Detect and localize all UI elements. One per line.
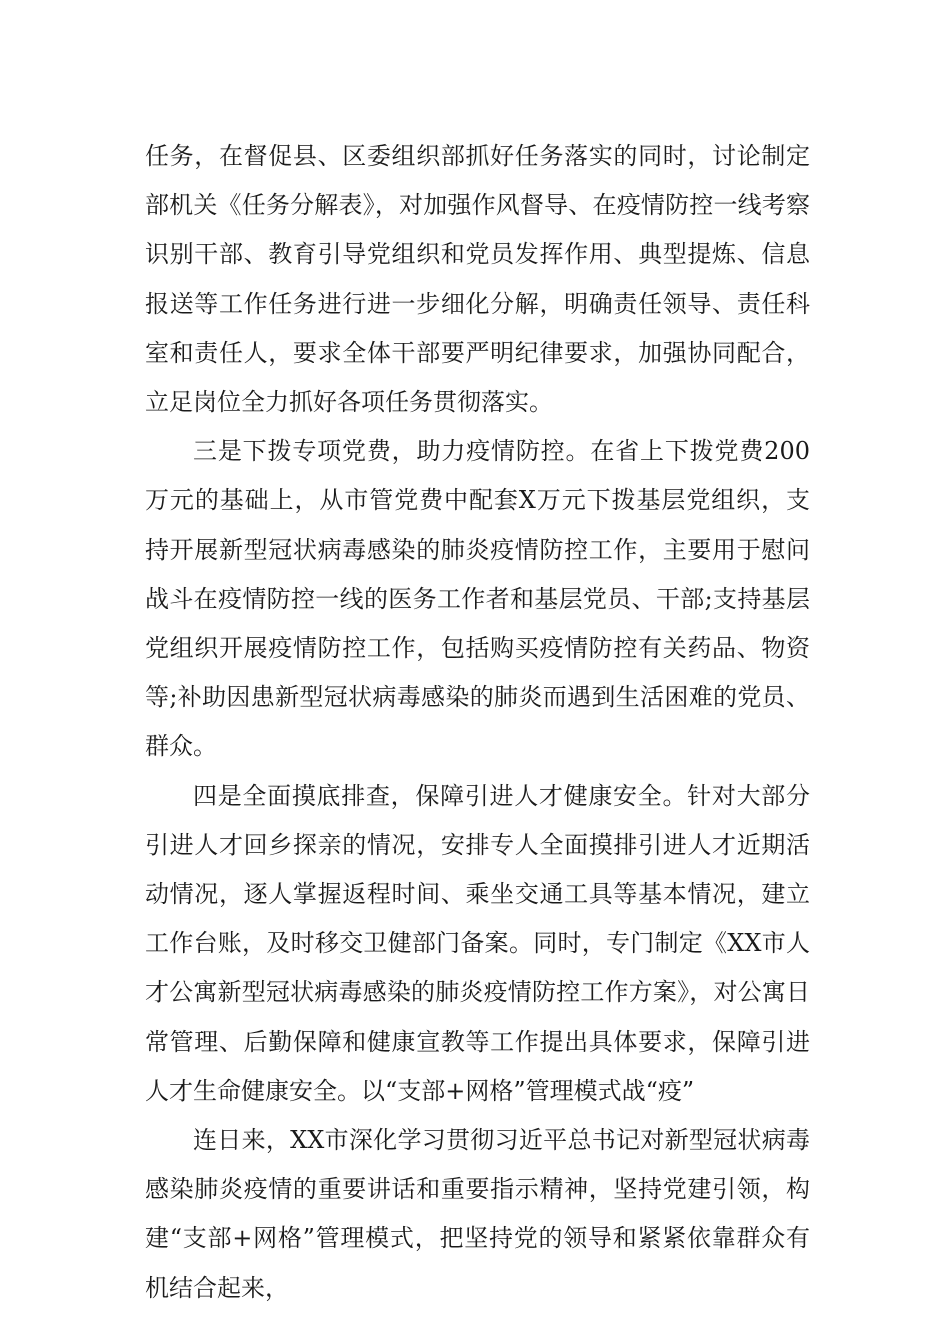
document-body (145, 132, 810, 1313)
paragraph-continuation: 任务，在督促县、区委组织部抓好任务落实的同时，讨论制定部机关《任务分解表》，对加强作风督导、在疫情防控一线考察识别干部、教育引导党组织和党员发挥作用、典型提炼、信息报送等工作任务进行进一步细化分解，明确责任领导、责任科室和责任人，要求全体干部要严明纪律要求，加强协同配合，立足岗位全力抓好各项任务贯彻落实。 (145, 142, 810, 417)
paragraph-party-fee: 三是下拨专项党费，助力疫情防控。在省上下拨党费200万元的基础上，从市管党费中配套X万元下拨基层党组织，支持开展新型冠状病毒感染的肺炎疫情防控工作，主要用于慰问战斗在疫情防控一线的医务工作者和基层党员、干部;支持基层党组织开展疫情防控工作，包括购买疫情防控有关药品、物资等;补助因患新型冠状病毒感染的肺炎而遇到生活困难的党员、群众。 (145, 437, 810, 761)
paragraph-talent-safety: 四是全面摸底排查，保障引进人才健康安全。针对大部分引进人才回乡探亲的情况，安排专人全面摸排引进人才近期活动情况，逐人掌握返程时间、乘坐交通工具等基本情况，建立工作台账，及时移交卫健部门备案。同时，专门制定《XX市人才公寓新型冠状病毒感染的肺炎疫情防控工作方案》，对公寓日常管理、后勤保障和健康宣教等工作提出具体要求，保障引进人才生命健康安全。以“支部+网格”管理模式战“疫” (145, 781, 810, 1105)
paragraph-grid-management: 连日来，XX市深化学习贯彻习近平总书记对新型冠状病毒感染肺炎疫情的重要讲话和重要指示精神，坚持党建引领，构建“支部+网格”管理模式，把坚持党的领导和紧紧依靠群众有机结合起来， (145, 1126, 810, 1302)
